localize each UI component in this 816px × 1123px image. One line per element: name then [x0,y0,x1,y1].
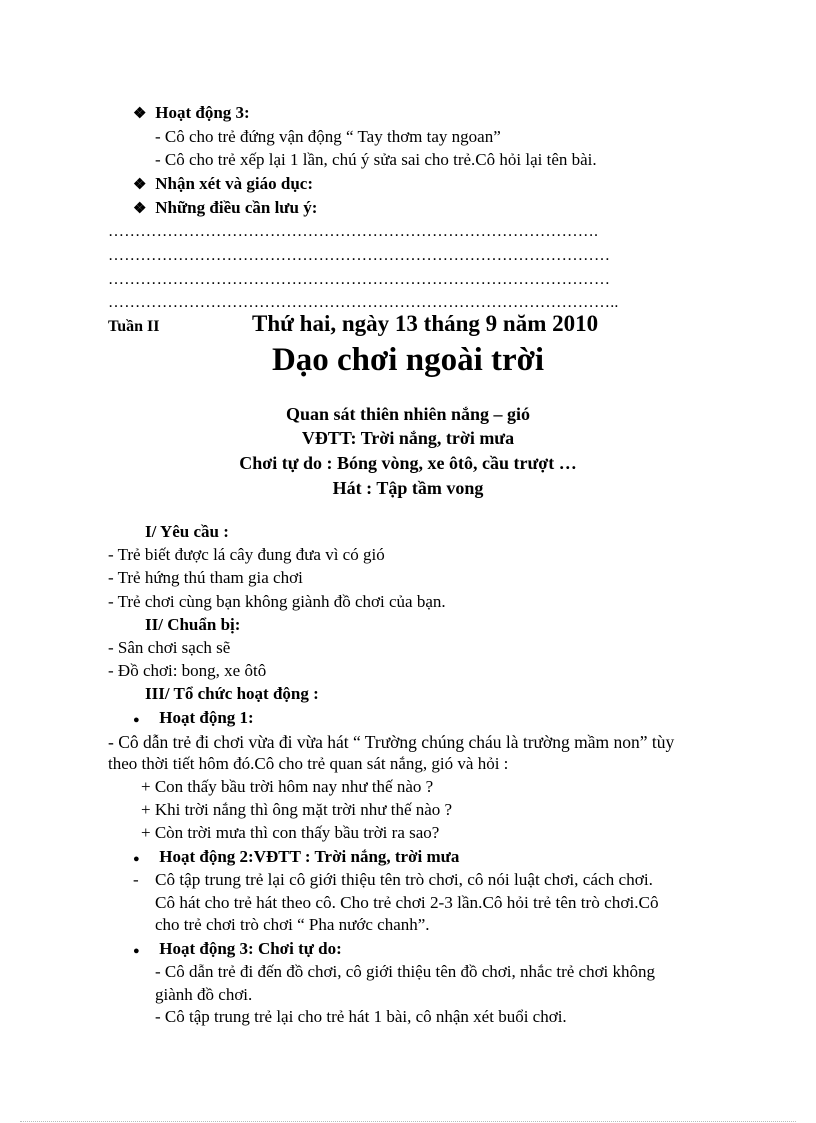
text-line: Cô hát cho trẻ hát theo cô. Cho trẻ chơi 2-3 lần.Cô hỏi trẻ tên trò chơi.Cô [155,893,659,912]
heading-text: Nhận xét và giáo dục: [155,174,313,193]
text-line: theo thời tiết hôm đó.Cô cho trẻ quan sát nắng, gió và hỏi : [108,754,509,773]
subtitle: Chơi tự do : Bóng vòng, xe ôtô, cầu trượt … [239,453,577,473]
date-heading: Thứ hai, ngày 13 tháng 9 năm 2010 [252,311,599,336]
heading-hoat-dong-1 [133,707,254,731]
list-item: - Trẻ chơi cùng bạn không giành đồ chơi của bạn. [108,592,446,611]
list-item: - Trẻ hứng thú tham gia chơi [108,568,303,587]
list-item: - Trẻ biết được lá cây đung đưa vì có gió [108,545,385,564]
dotted-fill-line: ………………………………………………………………………………….. [108,294,619,311]
page-title: Dạo chơi ngoài trời [271,342,545,378]
heading-hoat-dong-3 [133,938,342,962]
week-label: Tuần II [108,318,160,335]
list-item: - Đồ chơi: bong, xe ôtô [108,661,267,680]
heading-text: Hoạt động 1: [159,708,254,727]
dotted-fill-line: ………………………………………………………………………………. [108,223,599,240]
subtitle: VĐTT: Trời nắng, trời mưa [301,428,515,448]
heading-text: Hoạt động 3: [155,103,250,122]
text-line: cho trẻ chơi trò chơi “ Pha nước chanh”. [155,915,430,934]
text-line: giành đồ chơi. [155,985,253,1004]
text-line: - Cô dẫn trẻ đi đến đồ chơi, cô giới thiệu tên đồ chơi, nhắc trẻ chơi không [155,962,656,981]
dotted-fill-line: ………………………………………………………………………………… [108,247,611,264]
text-line: - Cô cho trẻ đứng vận động “ Tay thơm tay ngoan” [155,127,501,146]
question-item: + Khi trời nắng thì ông mặt trời như thế nào ? [141,800,453,819]
diamond-bullet-icon: ❖ [133,106,147,122]
heading-luu-y [133,197,317,220]
round-bullet-icon: ● [133,945,140,957]
text-line: - Cô dẫn trẻ đi chơi vừa đi vừa hát “ Trường chúng cháu là trường mầm non” tùy [108,732,675,752]
heading-hoat-dong-2 [133,846,459,870]
section-heading-yeu-cau: I/ Yêu cầu : [145,522,229,541]
heading-text: Những điều cần lưu ý: [155,198,318,217]
text-line: Cô tập trung trẻ lại cô giới thiệu tên trò chơi, cô nói luật chơi, cách chơi. [155,870,653,889]
section-heading-chuan-bi: II/ Chuẩn bị: [145,615,241,634]
diamond-bullet-icon: ❖ [133,177,147,193]
subtitle: Hát : Tập tầm vong [332,478,484,498]
heading-hoat-dong-3-top [133,102,250,125]
round-bullet-icon: ● [133,714,140,726]
section-heading-to-chuc: III/ Tổ chức hoạt động : [145,684,319,703]
list-item: - Sân chơi sạch sẽ [108,638,231,657]
subtitle: Quan sát thiên nhiên nắng – gió [285,404,531,424]
page-bottom-border [20,1121,796,1122]
diamond-bullet-icon: ❖ [133,201,147,217]
text-line: - Cô tập trung trẻ lại cho trẻ hát 1 bài, cô nhận xét buổi chơi. [155,1007,567,1026]
round-bullet-icon: ● [133,853,140,865]
question-item: + Còn trời mưa thì con thấy bầu trời ra sao? [141,823,440,842]
heading-nhan-xet [133,173,313,196]
heading-text: Hoạt động 3: Chơi tự do: [159,939,342,958]
text-line: - Cô cho trẻ xếp lại 1 lần, chú ý sửa sai cho trẻ.Cô hỏi lại tên bài. [155,150,597,169]
dotted-fill-line: ………………………………………………………………………………… [108,271,611,288]
heading-text: Hoạt động 2:VĐTT : Trời nắng, trời mưa [159,847,460,866]
question-item: + Con thấy bầu trời hôm nay như thế nào ? [141,777,434,796]
dash-bullet: - [133,870,139,889]
